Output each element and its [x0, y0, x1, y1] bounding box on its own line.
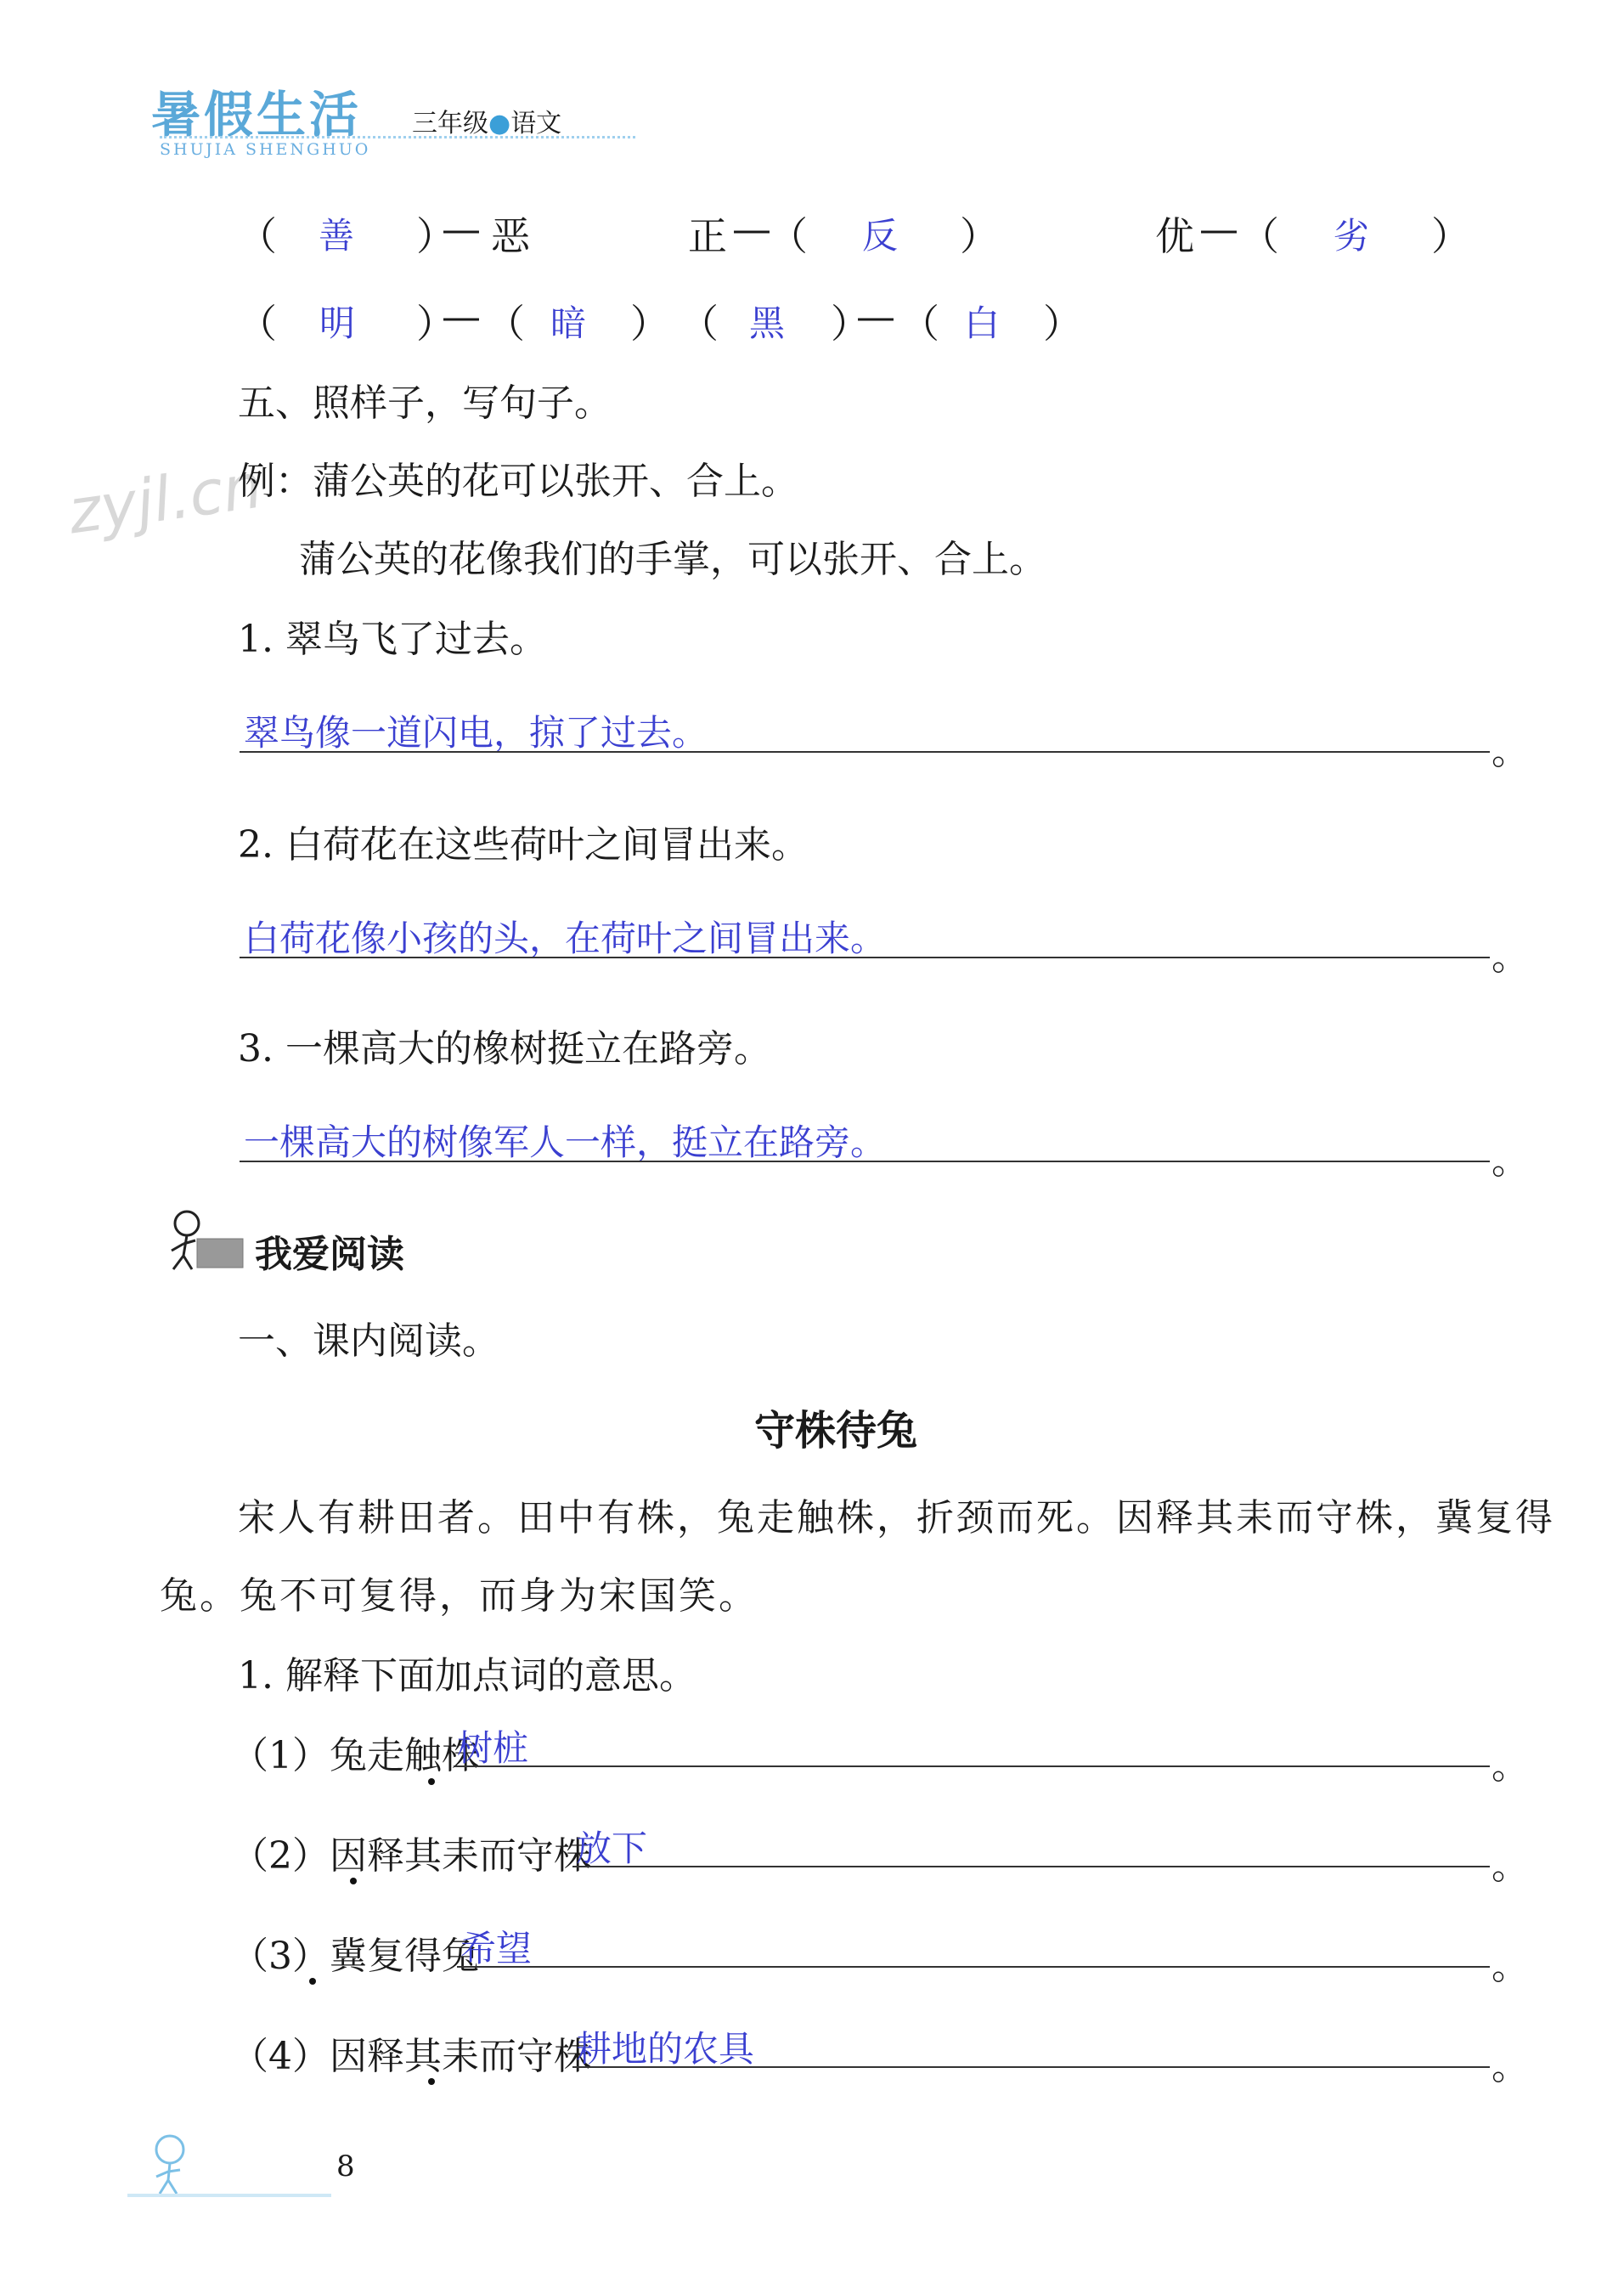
antonym-answer: 明 — [319, 302, 356, 344]
paren-close: ） — [831, 301, 870, 347]
antonym-answer: 反 — [862, 215, 899, 257]
header-divider — [160, 136, 635, 138]
grade-label: 三年级 — [412, 109, 488, 138]
dash: — — [442, 206, 481, 251]
answer-line — [240, 957, 1490, 958]
section-heading: 五、照样子，写句子。 — [238, 381, 612, 425]
example-line: 蒲公英的花像我们的手掌，可以张开、合上。 — [299, 538, 1046, 581]
definition-prompt: （4）因释其耒而守株 — [231, 2035, 591, 2078]
dash: — — [442, 293, 481, 339]
antonym-word: 恶 — [491, 213, 530, 259]
reading-part-heading: 一、课内阅读。 — [238, 1319, 499, 1363]
dash: — — [1199, 206, 1238, 251]
sentence-answer: 一棵高大的树像军人一样，挺立在路旁。 — [244, 1121, 887, 1163]
paren-close: ） — [416, 301, 455, 347]
paren-open: （ — [679, 301, 719, 347]
paren-close: ） — [416, 213, 455, 259]
period: 。 — [1491, 1744, 1529, 1788]
antonym-word: 正 — [688, 213, 727, 259]
brand-logo: 暑假生活 — [151, 86, 363, 144]
example-line: 例：蒲公英的花可以张开、合上。 — [238, 460, 798, 503]
definition-answer: 树桩 — [457, 1727, 529, 1769]
story-text-line: 兔。兔不可复得，而身为宋国笑。 — [160, 1574, 758, 1618]
antonym-answer: 劣 — [1334, 215, 1370, 257]
emphasis-dot-icon — [309, 1978, 316, 1985]
answer-line — [572, 2066, 1490, 2068]
reading-section-title: 我爱阅读 — [255, 1233, 404, 1276]
page-number: 8 — [336, 2150, 355, 2183]
paren-close: ） — [1431, 213, 1470, 259]
answer-line — [457, 1966, 1490, 1968]
answer-line — [240, 1161, 1490, 1162]
paren-close: ） — [1043, 301, 1082, 347]
grade-subject — [412, 102, 561, 139]
paren-open: （ — [900, 301, 939, 347]
period: 。 — [1491, 935, 1529, 979]
emphasis-dot-icon — [350, 1878, 357, 1884]
dash: — — [732, 206, 771, 251]
story-text-line: 宋人有耕田者。田中有株，兔走触株，折颈而死。因释其耒而守株，冀复得 — [238, 1496, 1555, 1539]
paren-open: （ — [1240, 213, 1279, 259]
answer-line — [454, 1765, 1490, 1767]
emphasis-dot-icon — [428, 2078, 435, 2085]
antonym-answer: 白 — [964, 302, 1001, 344]
paren-open: （ — [238, 213, 277, 259]
antonym-answer: 暗 — [550, 302, 587, 344]
period: 。 — [1491, 1139, 1529, 1183]
period: 。 — [1491, 1844, 1529, 1888]
emphasis-dot-icon — [428, 1778, 435, 1785]
definition-prompt: （3）冀复得兔 — [231, 1935, 479, 1978]
definition-answer: 放下 — [576, 1828, 648, 1869]
sentence-answer: 翠鸟像一道闪电，掠了过去。 — [244, 712, 708, 754]
reading-mascot-icon — [161, 1206, 246, 1274]
period: 。 — [1491, 2045, 1529, 2088]
sentence-prompt: 2. 白荷花在这些荷叶之间冒出来。 — [238, 823, 809, 867]
paren-close: ） — [630, 301, 669, 347]
sentence-prompt: 1. 翠鸟飞了过去。 — [238, 618, 547, 661]
footer-mascot-icon — [127, 2124, 331, 2200]
story-title: 守株待兔 — [754, 1407, 918, 1455]
sentence-answer: 白荷花像小孩的头，在荷叶之间冒出来。 — [244, 918, 887, 959]
paren-close: ） — [960, 213, 999, 259]
paren-open: （ — [238, 301, 277, 347]
answer-line — [240, 751, 1490, 753]
definition-answer: 耕地的农具 — [576, 2028, 755, 2070]
watermark: zyjl.cn — [64, 449, 267, 548]
definition-prompt: （1）兔走触株 — [231, 1734, 479, 1777]
period: 。 — [1491, 1945, 1529, 1988]
antonym-word: 优 — [1155, 213, 1194, 259]
paren-open: （ — [486, 301, 525, 347]
period: 。 — [1491, 730, 1529, 773]
subject-label: 语文 — [510, 109, 562, 138]
antonym-answer: 善 — [319, 215, 355, 257]
definition-answer: 希望 — [460, 1928, 533, 1969]
answer-line — [572, 1866, 1490, 1867]
brand-logo-subtitle: SHUJIA SHENGHUO — [160, 140, 371, 159]
definition-prompt: （2）因释其耒而守株 — [231, 1834, 591, 1878]
paren-open: （ — [769, 213, 808, 259]
dash: — — [856, 293, 895, 339]
question-prompt: 1. 解释下面加点词的意思。 — [238, 1654, 696, 1698]
separator-dot-icon: ● — [488, 109, 511, 138]
sentence-prompt: 3. 一棵高大的橡树挺立在路旁。 — [238, 1027, 771, 1071]
antonym-answer: 黑 — [749, 302, 786, 344]
